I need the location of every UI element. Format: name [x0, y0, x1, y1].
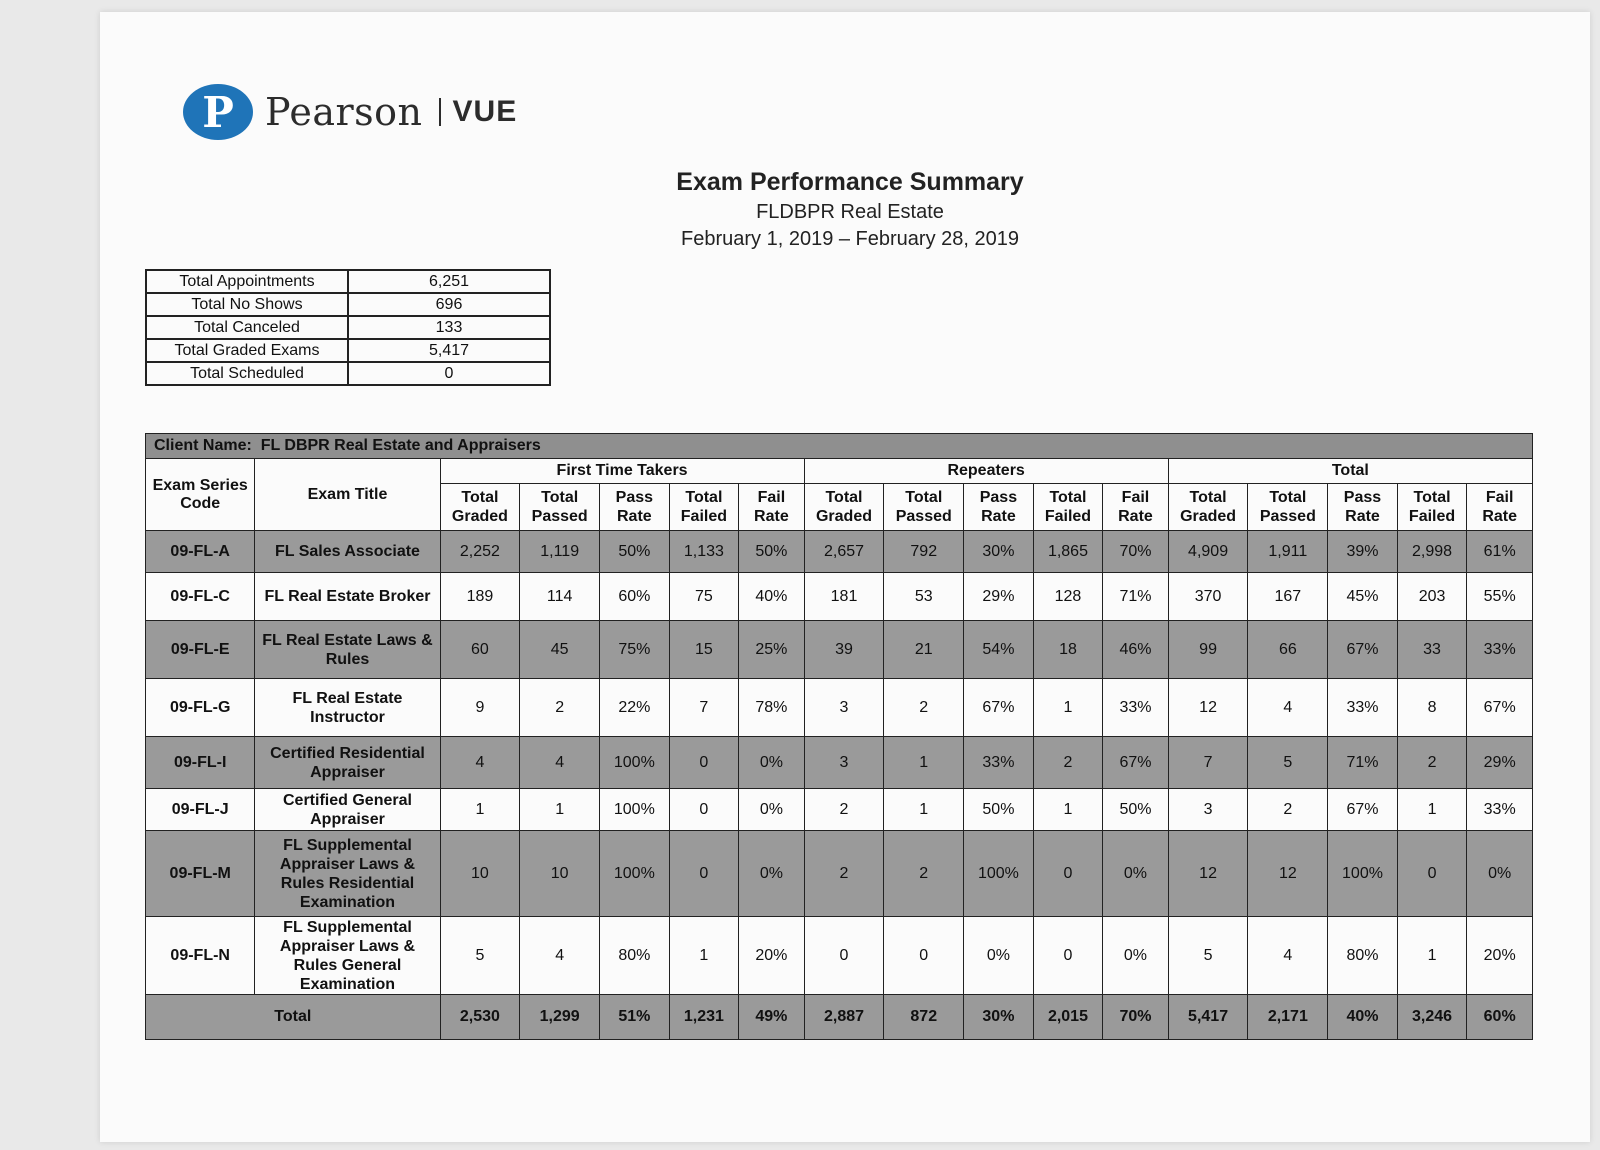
exam-series-code: 09-FL-M — [146, 831, 255, 917]
column-header: Fail Rate — [1103, 484, 1168, 531]
data-cell: 12 — [1248, 831, 1328, 917]
data-cell: 21 — [884, 621, 964, 679]
data-cell: 203 — [1397, 573, 1467, 621]
data-cell: 3 — [1168, 789, 1248, 831]
data-cell: 0 — [884, 917, 964, 995]
column-header: Total Passed — [884, 484, 964, 531]
total-cell: 40% — [1328, 995, 1398, 1040]
data-cell: 792 — [884, 531, 964, 573]
data-cell: 67% — [1103, 737, 1168, 789]
data-cell: 100% — [600, 831, 670, 917]
summary-value: 5,417 — [348, 339, 550, 362]
column-header: Total Passed — [520, 484, 600, 531]
total-label: Total — [146, 995, 441, 1040]
column-header: Total Passed — [1248, 484, 1328, 531]
data-cell: 33% — [1328, 679, 1398, 737]
data-cell: 5 — [1248, 737, 1328, 789]
column-header: Fail Rate — [1467, 484, 1533, 531]
data-cell: 1 — [1033, 679, 1103, 737]
data-cell: 0 — [669, 831, 739, 917]
column-header: Total Failed — [1397, 484, 1467, 531]
total-cell: 60% — [1467, 995, 1533, 1040]
data-cell: 39 — [804, 621, 884, 679]
data-cell: 78% — [739, 679, 804, 737]
data-cell: 2,657 — [804, 531, 884, 573]
data-cell: 2,998 — [1397, 531, 1467, 573]
total-cell: 872 — [884, 995, 964, 1040]
data-cell: 7 — [1168, 737, 1248, 789]
exam-series-code-header: Exam Series Code — [146, 459, 255, 531]
data-cell: 0% — [1103, 831, 1168, 917]
data-cell: 67% — [1328, 621, 1398, 679]
total-cell: 5,417 — [1168, 995, 1248, 1040]
data-cell: 33% — [964, 737, 1034, 789]
data-cell: 2 — [884, 831, 964, 917]
data-cell: 4 — [440, 737, 520, 789]
data-cell: 70% — [1103, 531, 1168, 573]
data-cell: 7 — [669, 679, 739, 737]
table-row — [146, 831, 1533, 917]
data-cell: 50% — [1103, 789, 1168, 831]
data-cell: 12 — [1168, 831, 1248, 917]
data-cell: 66 — [1248, 621, 1328, 679]
data-cell: 54% — [964, 621, 1034, 679]
data-cell: 67% — [964, 679, 1034, 737]
total-cell: 1,299 — [520, 995, 600, 1040]
summary-label: Total No Shows — [146, 293, 348, 316]
table-row — [146, 789, 1533, 831]
data-cell: 1 — [669, 917, 739, 995]
client-name-row — [146, 434, 1533, 459]
data-cell: 1 — [1397, 789, 1467, 831]
data-cell: 60 — [440, 621, 520, 679]
data-cell: 25% — [739, 621, 804, 679]
total-cell: 70% — [1103, 995, 1168, 1040]
exam-title: FL Sales Associate — [255, 531, 440, 573]
data-cell: 50% — [600, 531, 670, 573]
summary-row — [146, 293, 550, 316]
data-cell: 3 — [804, 737, 884, 789]
data-cell: 50% — [964, 789, 1034, 831]
group-header-first-time: First Time Takers — [440, 459, 804, 484]
data-cell: 0% — [964, 917, 1034, 995]
data-cell: 0% — [1467, 831, 1533, 917]
column-header: Fail Rate — [739, 484, 804, 531]
total-cell: 3,246 — [1397, 995, 1467, 1040]
data-cell: 1,119 — [520, 531, 600, 573]
exam-title: FL Supplemental Appraiser Laws & Rules Residential Examination — [255, 831, 440, 917]
exam-series-code: 09-FL-J — [146, 789, 255, 831]
svg-text:P: P — [202, 89, 234, 135]
data-cell: 100% — [1328, 831, 1398, 917]
column-header: Pass Rate — [964, 484, 1034, 531]
summary-row — [146, 270, 550, 293]
total-cell: 2,015 — [1033, 995, 1103, 1040]
data-cell: 67% — [1328, 789, 1398, 831]
report-header — [600, 168, 1100, 251]
data-cell: 4 — [1248, 679, 1328, 737]
data-cell: 22% — [600, 679, 670, 737]
data-cell: 2 — [520, 679, 600, 737]
table-row — [146, 679, 1533, 737]
data-cell: 50% — [739, 531, 804, 573]
data-cell: 29% — [964, 573, 1034, 621]
data-cell: 10 — [440, 831, 520, 917]
total-cell: 30% — [964, 995, 1034, 1040]
data-cell: 1 — [884, 789, 964, 831]
data-cell: 189 — [440, 573, 520, 621]
data-cell: 1,133 — [669, 531, 739, 573]
data-cell: 100% — [600, 737, 670, 789]
column-header: Pass Rate — [600, 484, 670, 531]
total-cell: 51% — [600, 995, 670, 1040]
data-cell: 2 — [1248, 789, 1328, 831]
data-cell: 1 — [1397, 917, 1467, 995]
exam-series-code: 09-FL-G — [146, 679, 255, 737]
data-cell: 8 — [1397, 679, 1467, 737]
exam-title: FL Supplemental Appraiser Laws & Rules General Examination — [255, 917, 440, 995]
exam-series-code: 09-FL-A — [146, 531, 255, 573]
data-cell: 0% — [739, 789, 804, 831]
total-cell: 1,231 — [669, 995, 739, 1040]
data-cell: 10 — [520, 831, 600, 917]
group-header-total: Total — [1168, 459, 1532, 484]
summary-label: Total Appointments — [146, 270, 348, 293]
data-cell: 33% — [1103, 679, 1168, 737]
total-cell: 2,887 — [804, 995, 884, 1040]
data-cell: 100% — [964, 831, 1034, 917]
data-cell: 46% — [1103, 621, 1168, 679]
table-row — [146, 737, 1533, 789]
data-cell: 1 — [440, 789, 520, 831]
exam-series-code: 09-FL-N — [146, 917, 255, 995]
summary-label: Total Graded Exams — [146, 339, 348, 362]
data-cell: 71% — [1328, 737, 1398, 789]
exam-title: Certified General Appraiser — [255, 789, 440, 831]
data-cell: 45 — [520, 621, 600, 679]
data-cell: 2 — [804, 831, 884, 917]
summary-row — [146, 362, 550, 385]
exam-title: FL Real Estate Broker — [255, 573, 440, 621]
brand-product: VUE — [452, 95, 518, 128]
data-cell: 45% — [1328, 573, 1398, 621]
group-header-row — [146, 459, 1533, 484]
data-cell: 0 — [669, 789, 739, 831]
total-row — [146, 995, 1533, 1040]
data-cell: 67% — [1467, 679, 1533, 737]
data-cell: 18 — [1033, 621, 1103, 679]
pearson-vue-logo — [183, 84, 517, 140]
report-title: Exam Performance Summary — [676, 168, 1024, 196]
data-cell: 61% — [1467, 531, 1533, 573]
data-cell: 99 — [1168, 621, 1248, 679]
exam-title: FL Real Estate Laws & Rules — [255, 621, 440, 679]
data-cell: 5 — [440, 917, 520, 995]
data-cell: 2,252 — [440, 531, 520, 573]
data-cell: 4 — [520, 917, 600, 995]
brand-separator — [439, 98, 441, 126]
exam-title: FL Real Estate Instructor — [255, 679, 440, 737]
exam-series-code: 09-FL-C — [146, 573, 255, 621]
exam-title: Certified Residential Appraiser — [255, 737, 440, 789]
data-cell: 39% — [1328, 531, 1398, 573]
data-cell: 4,909 — [1168, 531, 1248, 573]
data-cell: 1 — [1033, 789, 1103, 831]
data-cell: 370 — [1168, 573, 1248, 621]
data-cell: 29% — [1467, 737, 1533, 789]
column-header: Total Failed — [1033, 484, 1103, 531]
data-cell: 2 — [884, 679, 964, 737]
summary-value: 6,251 — [348, 270, 550, 293]
data-cell: 80% — [600, 917, 670, 995]
data-cell: 0 — [804, 917, 884, 995]
group-header-repeaters: Repeaters — [804, 459, 1168, 484]
summary-value: 0 — [348, 362, 550, 385]
data-cell: 75 — [669, 573, 739, 621]
data-cell: 20% — [739, 917, 804, 995]
data-cell: 2 — [1033, 737, 1103, 789]
column-header: Total Graded — [804, 484, 884, 531]
table-row — [146, 573, 1533, 621]
data-cell: 167 — [1248, 573, 1328, 621]
data-cell: 0 — [1397, 831, 1467, 917]
column-header: Pass Rate — [1328, 484, 1398, 531]
brand-name: Pearson — [265, 90, 423, 134]
data-cell: 33% — [1467, 621, 1533, 679]
data-cell: 4 — [520, 737, 600, 789]
data-cell: 181 — [804, 573, 884, 621]
data-cell: 5 — [1168, 917, 1248, 995]
data-cell: 0 — [669, 737, 739, 789]
data-cell: 2 — [804, 789, 884, 831]
summary-value: 133 — [348, 316, 550, 339]
client-name-cell — [146, 434, 1533, 459]
data-cell: 33 — [1397, 621, 1467, 679]
data-cell: 40% — [739, 573, 804, 621]
data-cell: 15 — [669, 621, 739, 679]
client-label: Client Name: — [154, 437, 252, 454]
summary-row — [146, 316, 550, 339]
summary-row — [146, 339, 550, 362]
data-cell: 0% — [739, 831, 804, 917]
data-cell: 0 — [1033, 831, 1103, 917]
data-cell: 30% — [964, 531, 1034, 573]
total-cell: 2,530 — [440, 995, 520, 1040]
data-cell: 71% — [1103, 573, 1168, 621]
data-cell: 0% — [739, 737, 804, 789]
data-cell: 1 — [520, 789, 600, 831]
data-cell: 75% — [600, 621, 670, 679]
data-cell: 55% — [1467, 573, 1533, 621]
data-cell: 1,911 — [1248, 531, 1328, 573]
data-cell: 114 — [520, 573, 600, 621]
data-cell: 9 — [440, 679, 520, 737]
summary-value: 696 — [348, 293, 550, 316]
table-row — [146, 917, 1533, 995]
data-cell: 1 — [884, 737, 964, 789]
client-name: FL DBPR Real Estate and Appraisers — [260, 437, 541, 454]
table-row — [146, 621, 1533, 679]
data-cell: 100% — [600, 789, 670, 831]
table-row — [146, 531, 1533, 573]
summary-table — [145, 269, 551, 386]
report-subtitle: FLDBPR Real Estate — [756, 201, 944, 223]
column-header: Total Failed — [669, 484, 739, 531]
data-cell: 3 — [804, 679, 884, 737]
report-period: February 1, 2019 – February 28, 2019 — [681, 228, 1019, 250]
exam-title-header: Exam Title — [255, 459, 440, 531]
data-cell: 0 — [1033, 917, 1103, 995]
exam-series-code: 09-FL-E — [146, 621, 255, 679]
data-cell: 1,865 — [1033, 531, 1103, 573]
data-cell: 60% — [600, 573, 670, 621]
total-cell: 2,171 — [1248, 995, 1328, 1040]
exam-performance-table — [145, 433, 1533, 1040]
data-cell: 12 — [1168, 679, 1248, 737]
data-cell: 128 — [1033, 573, 1103, 621]
summary-label: Total Scheduled — [146, 362, 348, 385]
data-cell: 80% — [1328, 917, 1398, 995]
column-header: Total Graded — [1168, 484, 1248, 531]
data-cell: 0% — [1103, 917, 1168, 995]
summary-label: Total Canceled — [146, 316, 348, 339]
data-cell: 53 — [884, 573, 964, 621]
exam-series-code: 09-FL-I — [146, 737, 255, 789]
data-cell: 4 — [1248, 917, 1328, 995]
data-cell: 33% — [1467, 789, 1533, 831]
column-header: Total Graded — [440, 484, 520, 531]
total-cell: 49% — [739, 995, 804, 1040]
pearson-p-icon — [183, 84, 253, 140]
data-cell: 2 — [1397, 737, 1467, 789]
data-cell: 20% — [1467, 917, 1533, 995]
